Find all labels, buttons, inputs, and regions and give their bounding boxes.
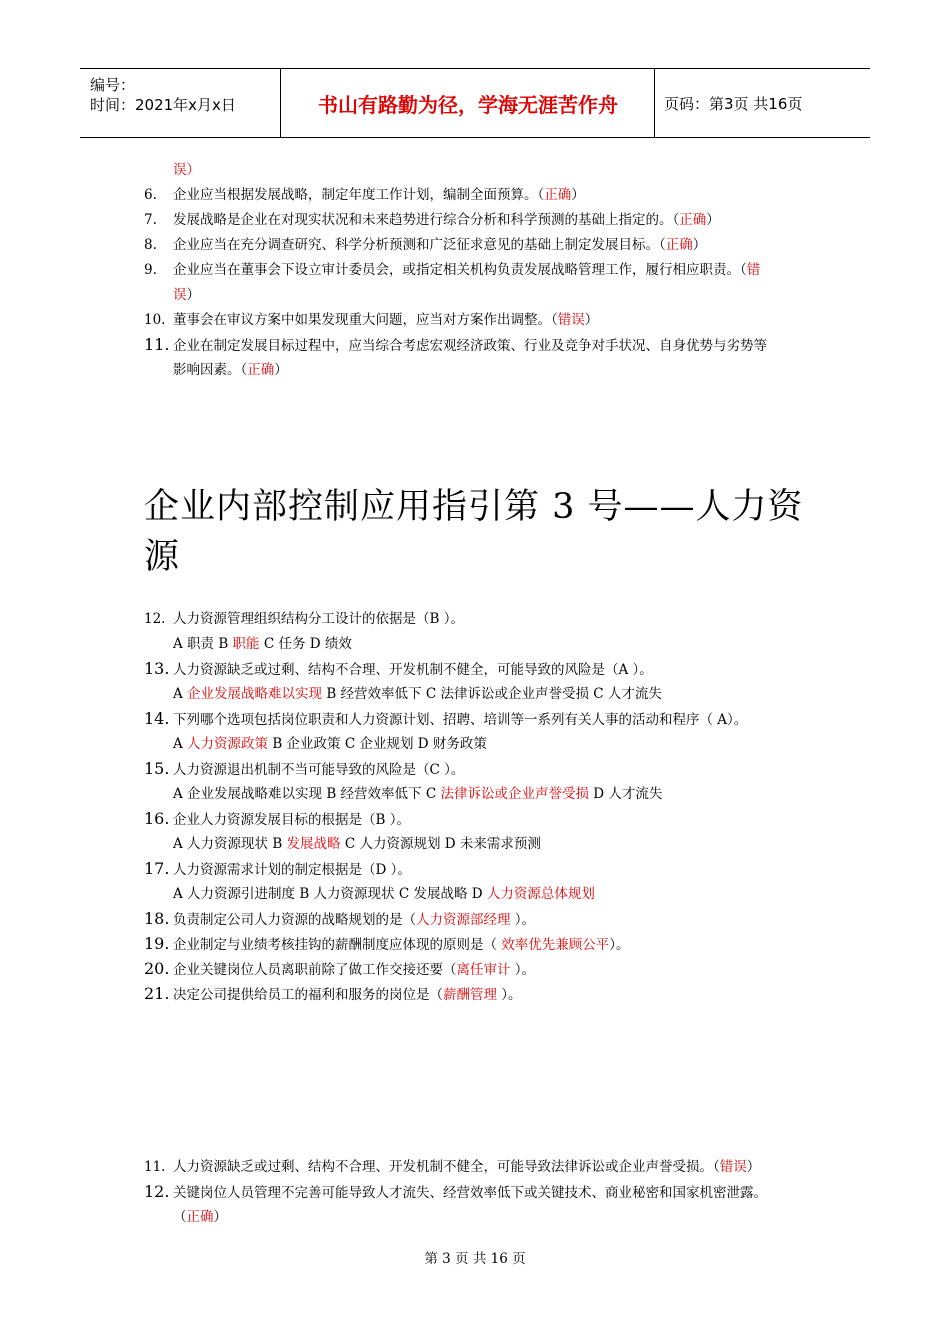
carry-over-text: 误） — [173, 162, 200, 178]
header-time: 时间：2021年x月x日 — [90, 96, 236, 114]
question: 20. 企业关键岗位人员离职前除了做工作交接还要（离任审计 ）。 — [144, 959, 536, 978]
question: 18. 负责制定公司人力资源的战略规划的是（人力资源部经理 ）。 — [144, 909, 536, 928]
header-motto: 书山有路勤为径，学海无涯苦作舟 — [318, 92, 618, 117]
question: 21. 决定公司提供给员工的福利和服务的岗位是（薪酬管理 ）。 — [144, 984, 522, 1003]
list-item: 8. 企业应当在充分调查研究、科学分析预测和广泛征求意见的基础上制定发展目标。（正确） — [144, 237, 707, 253]
question: 16. 企业人力资源发展目标的根据是（B ）。 — [144, 809, 410, 828]
header-number: 编号： — [90, 76, 136, 94]
list-item: 7. 发展战略是企业在对现实状况和未来趋势进行综合分析和科学预测的基础上指定的。（正确） — [144, 212, 720, 228]
list-item-continuation: 影响因素。（正确） — [173, 362, 288, 378]
list-item: 11. 人力资源缺乏或过剩、结构不合理、开发机制不健全，可能导致法律诉讼或企业声誉受损。（错误） — [144, 1159, 761, 1175]
question: 13. 人力资源缺乏或过剩、结构不合理、开发机制不健全，可能导致的风险是（A ）。 — [144, 659, 653, 678]
question: 14. 下列哪个选项包括岗位职责和人力资源计划、招聘、培训等一系列有关人事的活动和程序（ A）。 — [144, 709, 748, 728]
section-title: 企业内部控制应用指引第 3 号——人力资源 — [144, 487, 804, 577]
list-item: 6. 企业应当根据发展战略，制定年度工作计划，编制全面预算。（正确） — [144, 187, 585, 203]
question: 12. 人力资源管理组织结构分工设计的依据是（B ）。 — [144, 611, 464, 627]
header-meta — [90, 75, 236, 115]
list-item: 9. 企业应当在董事会下设立审计委员会，或指定相关机构负责发展战略管理工作，履行相应职责。（错 — [144, 262, 761, 278]
list-item-continuation: （正确） — [173, 1209, 227, 1225]
question: 19. 企业制定与业绩考核挂钩的薪酬制度应体现的原则是（ 效率优先兼顾公平）。 — [144, 934, 630, 953]
question: 17. 人力资源需求计划的制定根据是（D ）。 — [144, 859, 411, 878]
question-options: A 人力资源政策 B 企业政策 C 企业规划 D 财务政策 — [173, 736, 487, 752]
page-footer: 第 3 页 共 16 页 — [424, 1251, 526, 1267]
list-item: 12. 关键岗位人员管理不完善可能导致人才流失、经营效率低下或关键技术、商业秘密和国家机密泄露。 — [144, 1182, 767, 1201]
list-item: 11. 企业在制定发展目标过程中，应当综合考虑宏观经济政策、行业及竞争对手状况、自身优势与劣势等 — [144, 335, 767, 354]
header-page-number: 页码：第3页 共16页 — [664, 94, 803, 113]
question: 15. 人力资源退出机制不当可能导致的风险是（C ）。 — [144, 759, 465, 778]
list-item-continuation: 误） — [173, 287, 200, 303]
page-header — [80, 68, 870, 138]
question-options: A 人力资源引进制度 B 人力资源现状 C 发展战略 D 人力资源总体规划 — [173, 886, 595, 902]
question-options: A 企业发展战略难以实现 B 经营效率低下 C 法律诉讼或企业声誉受损 C 人才流失 — [173, 686, 662, 702]
question-options: A 职责 B 职能 C 任务 D 绩效 — [173, 636, 352, 652]
list-item: 10. 董事会在审议方案中如果发现重大问题，应当对方案作出调整。（错误） — [144, 312, 599, 328]
question-options: A 企业发展战略难以实现 B 经营效率低下 C 法律诉讼或企业声誉受损 D 人才流失 — [173, 786, 663, 802]
question-options: A 人力资源现状 B 发展战略 C 人力资源规划 D 未来需求预测 — [173, 836, 541, 852]
